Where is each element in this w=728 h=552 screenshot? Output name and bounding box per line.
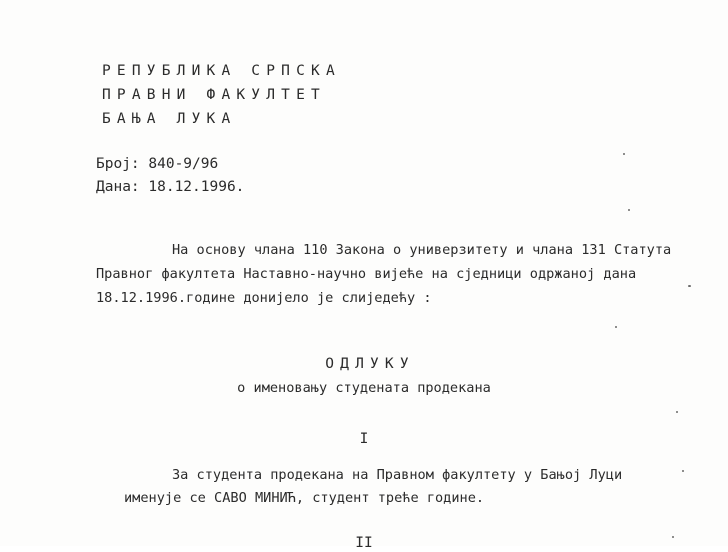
decision-subtitle: о именовању студената продекана xyxy=(237,380,491,396)
preamble-line-2: Правног факултета Наставно-научно вијеће на сједници одржаној дана xyxy=(96,266,637,282)
scan-speck xyxy=(623,153,625,155)
institution-republic: РЕПУБЛИКА СРПСКА xyxy=(102,63,341,79)
scan-speck xyxy=(615,326,617,328)
article-1-line-2: именује се САВО МИНИЋ, студент треће године. xyxy=(124,490,485,506)
article-1-number: I xyxy=(359,431,369,447)
scan-speck xyxy=(628,209,630,211)
preamble-line-3: 18.12.1996.године донијело је слиједећу : xyxy=(96,290,432,306)
article-2-number: II xyxy=(355,535,373,551)
preamble-line-1: На основу члана 110 Закона о универзитету и члана 131 Статута xyxy=(172,242,672,258)
document-number: Број: 840-9/96 xyxy=(96,156,219,172)
scan-speck xyxy=(682,470,684,472)
article-1-line-1: За студента продекана на Правном факултету у Бањој Луци xyxy=(172,467,623,483)
scan-speck xyxy=(688,285,691,287)
document-date: Дана: 18.12.1996. xyxy=(96,179,245,195)
institution-faculty: ПРАВНИ ФАКУЛТЕТ xyxy=(102,87,326,103)
scan-speck xyxy=(672,536,674,538)
decision-title: ОДЛУКУ xyxy=(325,356,415,372)
institution-city: БАЊА ЛУКА xyxy=(102,111,237,127)
scan-speck xyxy=(676,411,678,413)
